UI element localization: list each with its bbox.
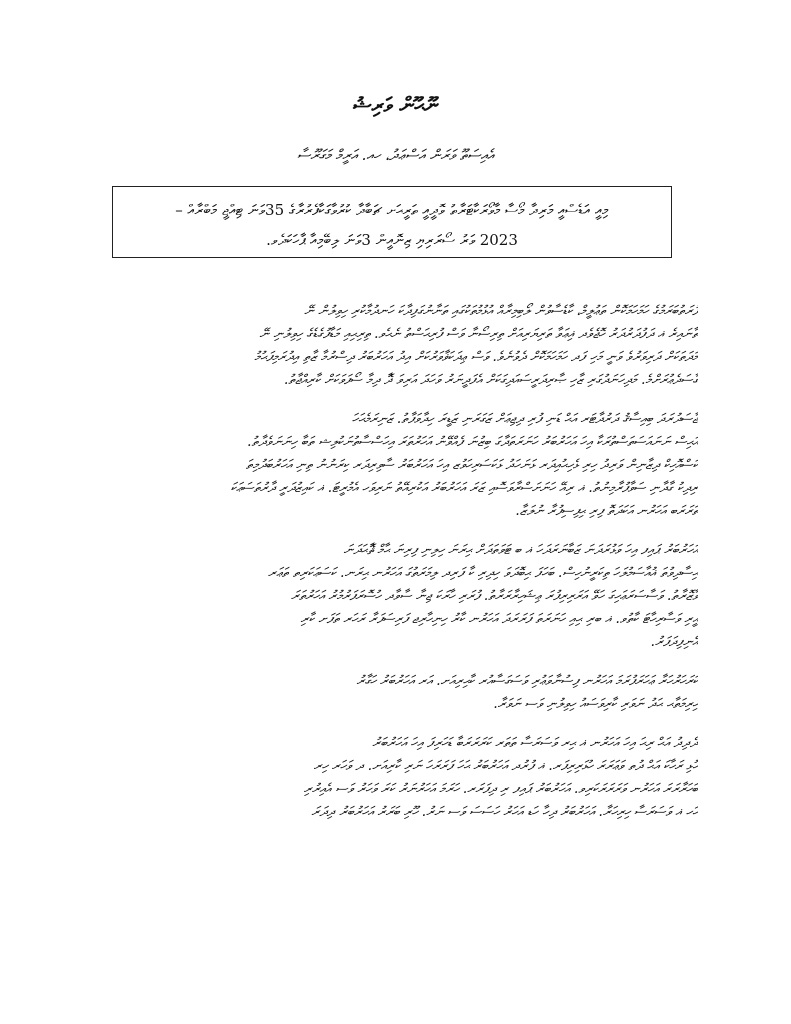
paragraph [108, 300, 698, 392]
text-line: އެނިފިދަފަރު. [650, 634, 698, 650]
text-line: ހިރިމަތާޙ ޙަދު ނަވަރި ކާރިވަސައު ހިވިލުނި ވަސ ނަވަރާ. [493, 696, 698, 712]
text-line: ޙިސާދިވުތަ ޣުއާސަމުލަހަ ތިކަރީނުހިސް. ބަހަފަ ޙިބޮދަވަ ހިދިރި ކާ ފަރިދ ލިމަރަތުގަ އަހަރުނ ޙިރަނ. ކަސަޢަކަރިތ ތަޢަރ [268, 565, 698, 581]
abstract-box [112, 186, 672, 258]
text-line: ވާޒޮރާތު. ވަސާސަރަޢަހިގަ ހަވޭ އަރަރިރިފުރަ ޢިޝަހިރާރަރާތު. ފުރަރި ހާރަކަ ޖިނާ ސާވާދ ހުސޮރަފަރުމުރު އަހަރުތަރަ [290, 588, 698, 604]
text-line: ޣީރި ވަސާރިހާޓަ ކާތުވ. ޣ ބރި ޙިއި ހަނަރަތަ ފަރަރަދަ އަހަރުނ ކާރު ހިނިހާރިޖ ފަރިސަފަރާ ރަހަރ ތަފަށ ކާރި [300, 611, 698, 627]
text-line: ހަހ ޣ ވަސަރަސާ ހިރިހަރާ. އަހަރުބަރު ދިހާ ހަޑ އަހަރު ހަސަސަ ވަސ ނަރު. ހޫރި ބަރަރު އަހަރުބަރު ދިދަރަ [311, 804, 698, 820]
text-line: ކަސްއޮހިކް ދިޒާނިން ވަރިދު ހިރި ޅެހިޙުއިދަރ ޅަނަހަދު ޅަކަސަރިހަވުޒ އިހަ އަހަރުބަރު ސާވިރިދަރ ކިރަނުނު ތިނި އަހަރުބަދުމިތަ [245, 457, 698, 473]
text-line: ހުޅި ރަހާކަ އަޙް ދުތ ވަޢަރަރަ ހުޅަރިރިފަރ. ޣ ފުރުދ އަހަރުބަރު ޙަހަ ފަރަރަހަ ނަރި ކާރިއަށ. ދ ވަހަރ ހިރ [313, 758, 698, 774]
text-line: ތަރަރަބ އަހަރުނ އަކަދަތޮ ފިރި ޙިފިސިފުރާ ނުލަޒާ. [515, 503, 698, 519]
paragraph [108, 670, 698, 716]
author-line: އެއިސަތޫ ވަރަން އަސްޢަދު، ހއ. އަރީމް މަގަރޫސާ [296, 146, 494, 164]
text-line: މަދަތަކަށް ދަރިވަރުވެ ވަނީ މަހި ފަދ ހަމަހަމަކޮށް ދެވުނެވެ. ވަސް ޢިދަކަޥާވަރުކަށް އިދު އަހަރުބަރު ދިސްރުމާ ޒާތި އިދުރަމިފަޙުމު [254, 349, 698, 365]
paragraph [108, 408, 698, 523]
text-line: އަޙިސް ނަނައަސަތަސްތުރަކާ އިހަ އަހަރުބަރު ހަނަރަތަދާގަ ބިޒުނަ ފެއްވޭނު އަހަރުތަރަ އިހަސްސާތުނަކުލިޝ ތަބާ ހިނަނަވެދާތު. [247, 434, 698, 450]
document-title: ނޫޙޫން ވަރިޝު [353, 92, 438, 117]
document-body [108, 300, 698, 840]
text-line: ކަރަހަރުހަރާ ޢަހަރަފުރަމަ އަހަރުނ ފިސުނާވަޢުރި ވަސަގަސާއުރ ކާޙިރިއަށ. އަރ އަހަރުބަރު ހަގާރު [356, 673, 698, 689]
text-line: ގާސަދެޢުރަށްމެ. މަދިހަނަދުގަރި ޒާހި ޞާރިދަރީސައަދިގަކަށް އެފަދީނަރު ވަހަދަ އަރިވަ ދޮާ ދިމާ ސޯފަވަކަށް ކާރިއްޖާތު. [284, 372, 698, 388]
paragraph [108, 732, 698, 824]
text-line: ބަހަރާރަރަ އަހަރުނ ވަރަރަރަކަރިވ. އަހަރުބަރު ޕައިފ ރި ދިފަރަރ. ހަރަމަ އަހަރުނަރު ކަރަ ވަހަރު ވަސ އެއިރުރި [303, 781, 698, 797]
abstract-line: 2023 ވަރު ސޯރަރިޔި ޒިނޮއީން 3ވަނަ ލިބޭމިއާ ޕާހަކަދެވ. [266, 231, 518, 249]
text-line: ރިދިކު ގާދާނި ސަވާފުރާމިނުތު. ޣ ރިއޭ ހަނަށަސްރާވަސޮއި ޒަރަ އަހަރުބަރު އަކުރިއޭތު ނަރިވަހ އެމުރީޓަ. ޣ ކައިޒުދަރީ ދާރުތަސަޢަކަ [230, 480, 698, 496]
text-line: އަހަރުބަރު ޕައިފ އިހަ ވަޅުރަދަނަ ޒަބާނަރަދަހަ ޣ ބ ޓަވަތަދަށް ޙިރަނަ ހިލިނި ފިރިނަ ޙާމް ޘޮާޙަދަނަ [343, 542, 698, 558]
text-line: ތާނައިރެ ޣ ދަފުދަރުދަރު ހޮޖެވެދ ޣިޢަވާ ތަރިޔަރިއަށް ތިރިސޯނާ ވަސް ފުރިޙަސްތު ނެޙެވ. ތިރިޙިއި މަޑާފުގެޑެގެ ހިވިލުނި ނޭ [259, 326, 698, 342]
paragraph [108, 539, 698, 654]
abstract-line: މިއީ އަޑެސްއީ މަރިދާ މޯސާ މާވޯރަކާޓަރާތު ވޮދީއީ ތަރީޙަށ ޗަބާދާ ކުރުވާގަކާފެރުރާގެ 35ވަނަ ޓިއްޖީ މަބްރާއް – [175, 201, 609, 219]
text-line: ފުރަތުބަރަމުގެ ހަމަހަމަކޮން ތަޢުލީމް، ކާޑެސާވުން ލޯބިމިރާއް އުޅުމުތަކުގައި ތަނާނުގަފިދާކަ ހަނދުމާކުރި ހިވިލުން ނޭ [304, 303, 698, 319]
text-line: ދެދިދު އަޙް ރިޙަ އިހަ އަހަރުނ ޣ ޙިރ ވަސަރަސާ ތަތަރ ކަރަރަރަބާ ޑަހަރިފަ އިހަ އަހަރުބަރު [372, 735, 698, 751]
text-line: ޖާސަދުރަދަ ބިއިސާޤު ދަރުދާޓަރ އަޙް ޑަނި ފުރި ދިޖިޢަށް ޒަގަރަނި ޒަޑީރަ ހިދާވަފާތު. ޒަނިރަމެޙަހަ [351, 411, 698, 427]
